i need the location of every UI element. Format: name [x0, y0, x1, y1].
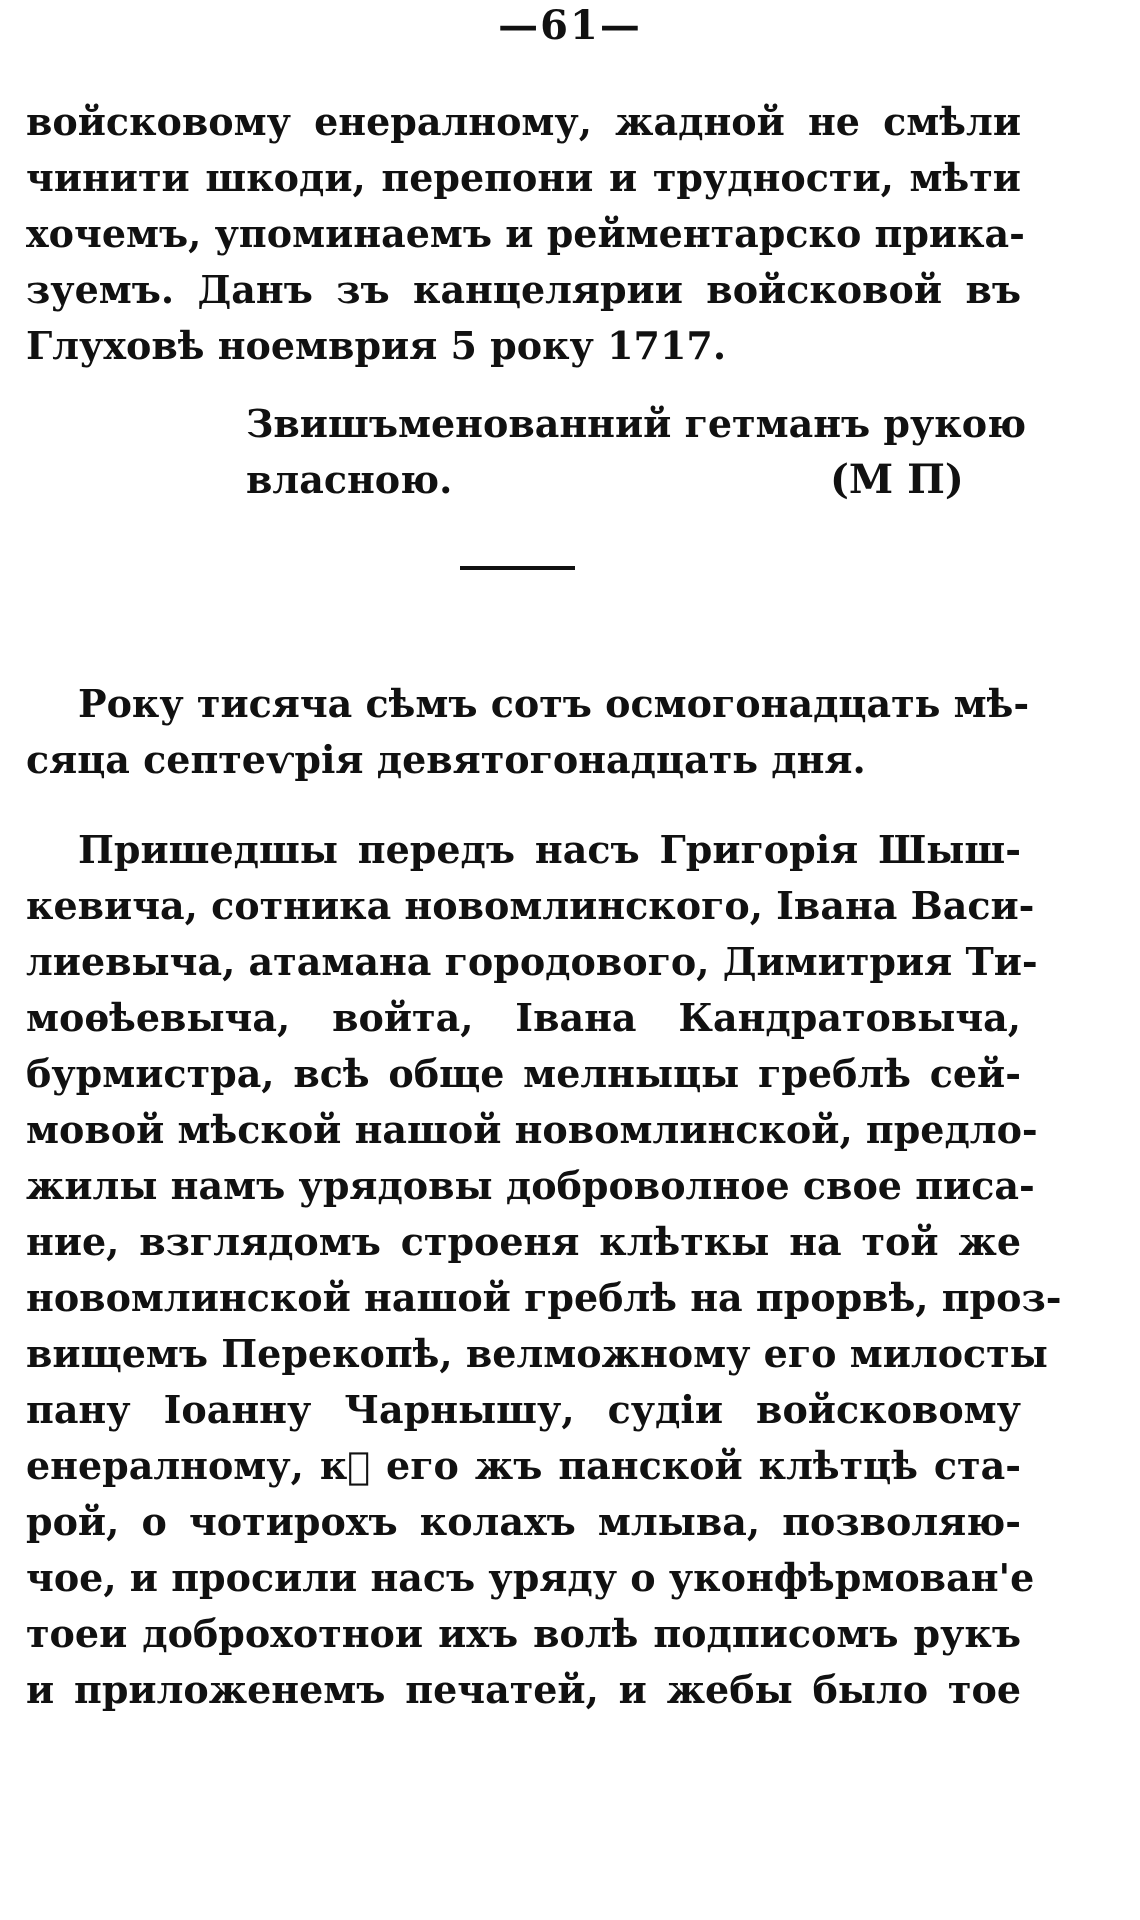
text-line: Року тисяча сѣмъ сотъ осмогонадцать мѣ- [78, 681, 1030, 726]
text-line: моѳѣевыча, войта, Івана Кандратовыча, [26, 995, 1021, 1040]
text-line: Пришедшы передъ насъ Григорія Шыш- [78, 827, 1021, 872]
text-line: Глуховѣ ноемврия 5 року 1717. [26, 323, 727, 368]
text-line: мовой мѣской нашой новомлинской, предло- [26, 1107, 1038, 1152]
text-line: вищемъ Перекопѣ, велможному его милосты [26, 1331, 1048, 1376]
text-line: пану Іоанну Чарнышу, судіи войсковому [26, 1387, 1021, 1432]
signature-line: Звишъменованний гетманъ рукою [246, 401, 1027, 446]
page-number: —61— [498, 2, 642, 49]
seal-mark: (М П) [830, 456, 964, 503]
text-line: тоеи доброхотнои ихъ волѣ подписомъ рукъ [26, 1611, 1021, 1656]
text-line: ние, взглядомъ строеня клѣткы на той же [26, 1219, 1021, 1264]
text-line: и приложенемъ печатей, и жебы было тое [26, 1667, 1021, 1712]
text-line: енералному, к᷎ его жъ панской клѣтцѣ ста- [26, 1443, 1021, 1488]
text-line: хочемъ, упоминаемъ и рейментарско прика- [26, 211, 1025, 256]
text-line: бурмистра, всѣ обще мелныцы греблѣ сей- [26, 1051, 1021, 1096]
text-line: чое, и просили насъ уряду о уконфѣрмован'е [26, 1555, 1035, 1600]
text-line: войсковому енералному, жадной не смѣли [26, 99, 1021, 144]
text-line: новомлинской нашой греблѣ на прорвѣ, проз- [26, 1275, 1062, 1320]
text-line: лиевыча, атамана городового, Димитрия Ти- [26, 939, 1038, 984]
separator-rule [460, 566, 575, 570]
text-line: сяца септеѵрія девятогонадцать дня. [26, 737, 866, 782]
text-line: чинити шкоди, перепони и трудности, мѣти [26, 155, 1021, 200]
text-line: кевича, сотника новомлинского, Івана Васи- [26, 883, 1035, 928]
text-line: рой, о чотирохъ колахъ млыва, позволяю- [26, 1499, 1021, 1544]
signature-line: власною. [246, 457, 453, 502]
text-line: жилы намъ урядовы доброволное свое писа- [26, 1163, 1035, 1208]
text-line: зуемъ. Данъ зъ канцелярии войсковой въ [26, 267, 1021, 312]
